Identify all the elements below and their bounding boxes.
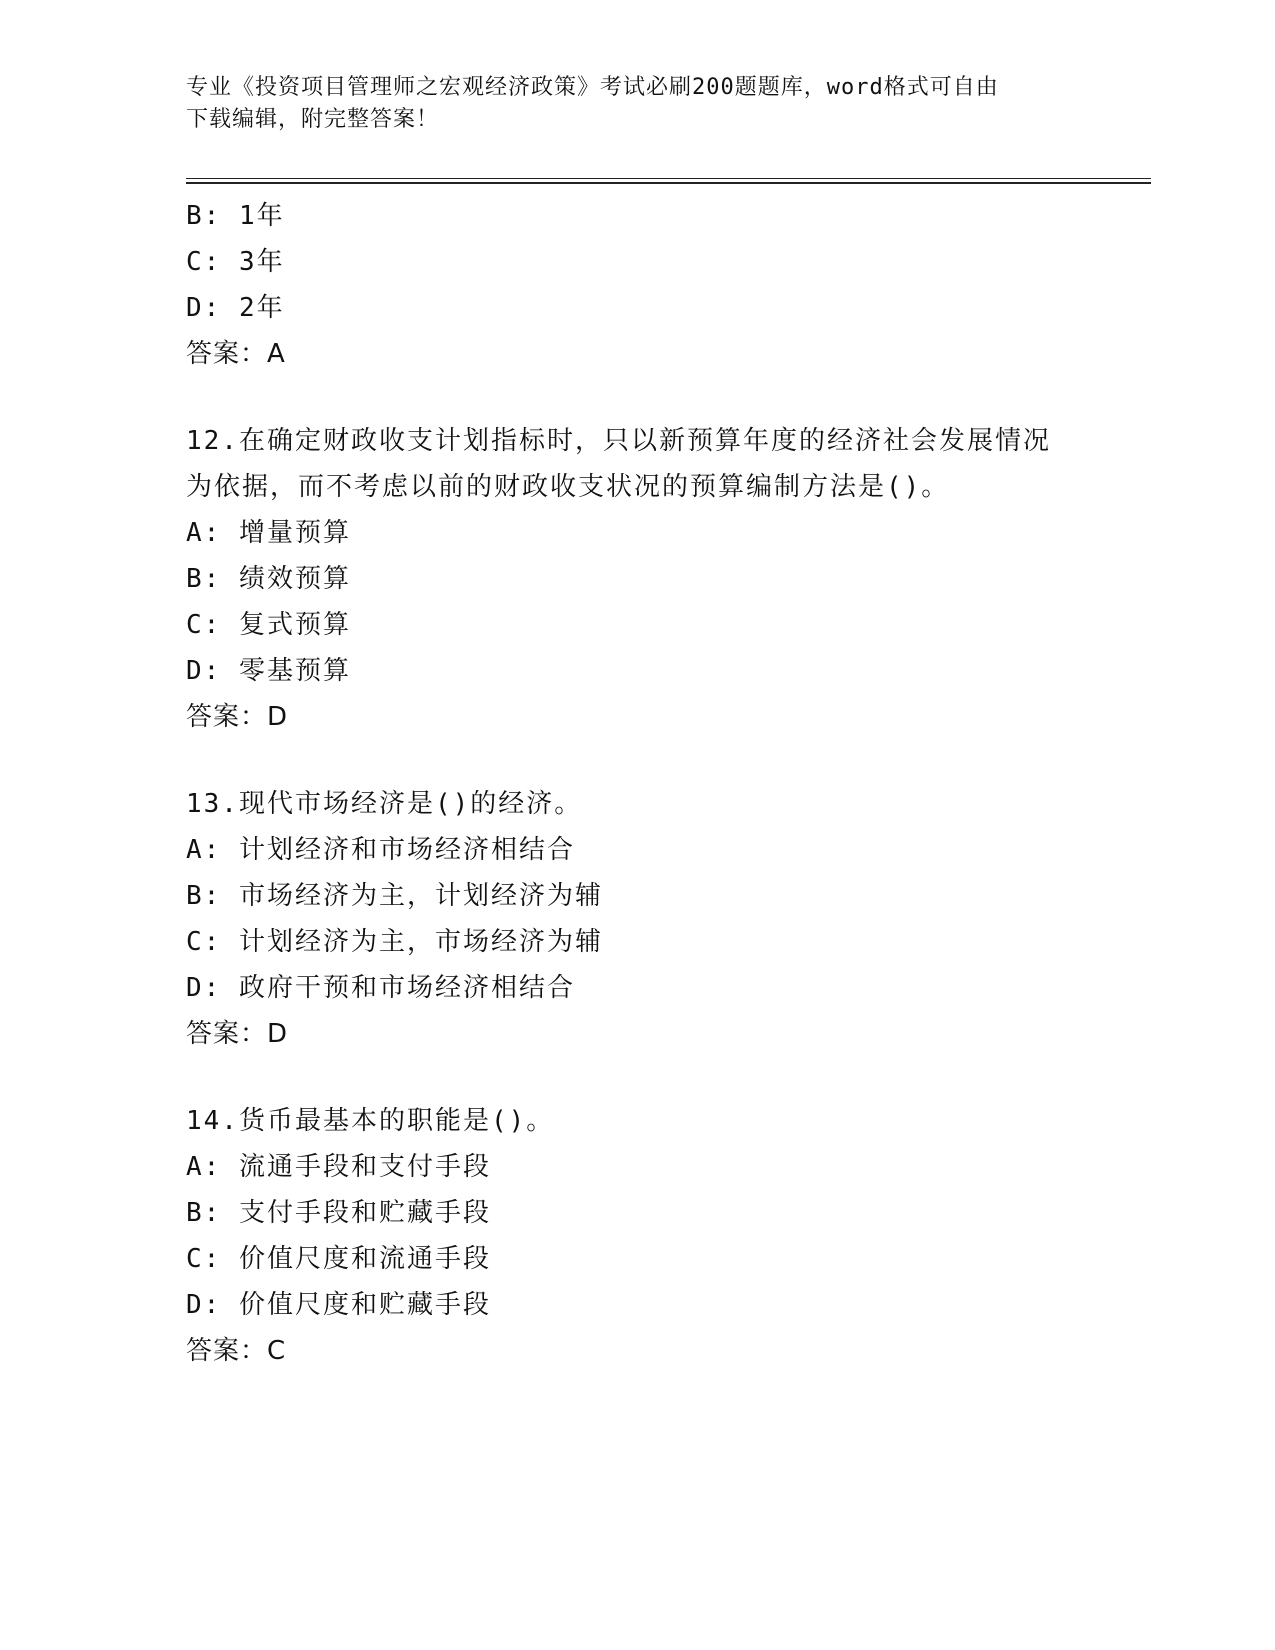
question-block-prev	[186, 193, 1151, 377]
option-d: D: 价值尺度和贮藏手段	[186, 1290, 491, 1320]
option-b: B: 市场经济为主，计划经济为辅	[186, 881, 603, 911]
question-stem-line-2: 为依据，而不考虑以前的财政收支状况的预算编制方法是()。	[186, 472, 950, 502]
question-block-12	[186, 418, 1151, 740]
answer-line: 答案：A	[186, 339, 286, 369]
option-b: B: 1年	[186, 201, 285, 231]
question-stem-line-1: 13.现代市场经济是()的经济。	[186, 789, 583, 819]
option-a: A: 计划经济和市场经济相结合	[186, 835, 575, 865]
spacer	[186, 377, 1151, 418]
question-block-14	[186, 1098, 1151, 1374]
option-a: A: 增量预算	[186, 518, 351, 548]
question-stem-line-1: 12.在确定财政收支计划指标时，只以新预算年度的经济社会发展情况	[186, 426, 1051, 456]
answer-line: 答案：D	[186, 702, 289, 732]
question-stem-line-1: 14.货币最基本的职能是()。	[186, 1106, 555, 1136]
answer-line: 答案：D	[186, 1019, 289, 1049]
document-header	[186, 72, 1066, 136]
option-c: C: 计划经济为主，市场经济为辅	[186, 927, 603, 957]
option-c: C: 复式预算	[186, 610, 351, 640]
option-d: D: 2年	[186, 293, 285, 323]
option-c: C: 3年	[186, 247, 285, 277]
question-block-13	[186, 781, 1151, 1057]
option-d: D: 政府干预和市场经济相结合	[186, 973, 575, 1003]
header-divider-thick	[186, 182, 1151, 184]
option-d: D: 零基预算	[186, 656, 351, 686]
spacer	[186, 740, 1151, 781]
answer-line: 答案：C	[186, 1336, 287, 1366]
question-list	[186, 193, 1151, 1374]
header-line-1: 专业《投资项目管理师之宏观经济政策》考试必刷200题题库，word格式可自由	[186, 75, 999, 100]
option-c: C: 价值尺度和流通手段	[186, 1244, 491, 1274]
option-a: A: 流通手段和支付手段	[186, 1152, 491, 1182]
option-b: B: 支付手段和贮藏手段	[186, 1198, 491, 1228]
option-b: B: 绩效预算	[186, 564, 351, 594]
header-divider-thin	[186, 178, 1151, 179]
spacer	[186, 1057, 1151, 1098]
header-line-2: 下载编辑，附完整答案！	[186, 107, 440, 132]
